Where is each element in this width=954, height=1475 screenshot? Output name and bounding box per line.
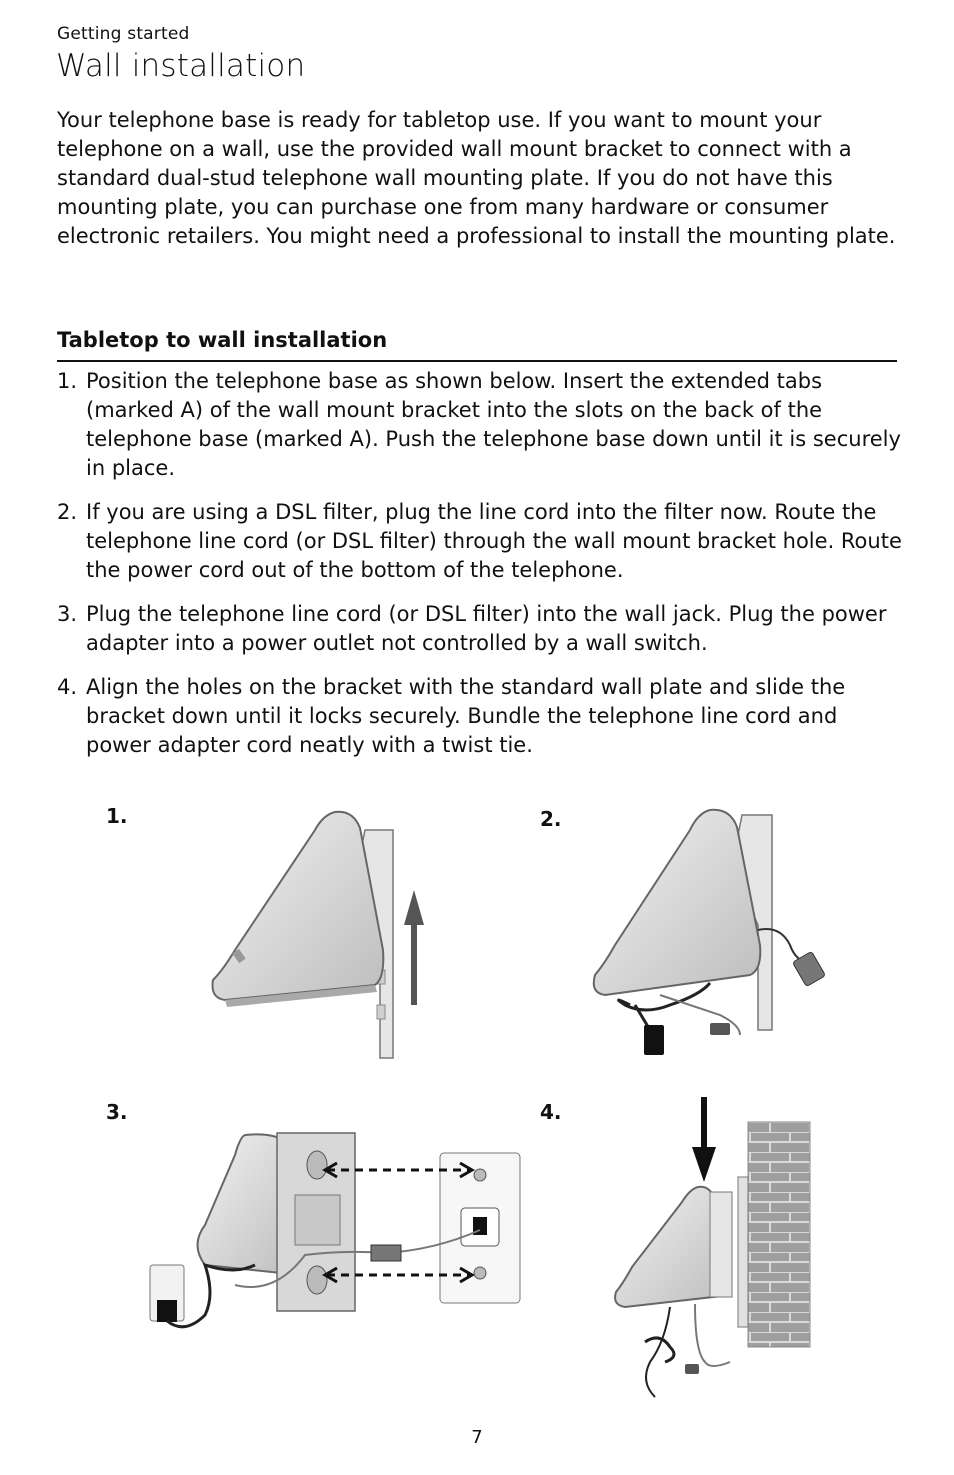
heading-rule xyxy=(57,360,897,362)
section-label: Getting started xyxy=(57,24,190,44)
up-arrow-icon xyxy=(404,890,424,1005)
figure-3-label: 3. xyxy=(106,1100,128,1124)
telephone-base-shape xyxy=(213,812,384,1007)
power-outlet xyxy=(150,1265,184,1322)
figure-4-illustration xyxy=(610,1092,815,1402)
page-number: 7 xyxy=(471,1427,483,1448)
step-number: 2. xyxy=(57,500,78,524)
wall-plate-edge xyxy=(738,1177,748,1327)
page-title: Wall installation xyxy=(56,48,306,84)
telephone-base-shape xyxy=(594,810,761,995)
step-item xyxy=(57,600,907,658)
intro-paragraph: Your telephone base is ready for tabletop use. If you want to mount your telephone on a wall, use the provided wall mount bracket to connect with a standard dual-stud telephone wall mounting plate. If you do not have this mounting plate, you can purchase one from many hardware or consumer electronic retailers. You might need a professional to install the mounting plate. xyxy=(57,108,896,248)
bracket-back-shape xyxy=(277,1133,355,1311)
step-number: 4. xyxy=(57,675,78,699)
step-number: 1. xyxy=(57,369,78,393)
figure-2-label: 2. xyxy=(540,807,562,831)
figure-2-illustration xyxy=(590,805,835,1060)
figure-1-illustration xyxy=(195,800,435,1065)
down-arrow-icon xyxy=(692,1097,716,1182)
step-item xyxy=(57,498,907,585)
figure-4-label: 4. xyxy=(540,1100,562,1124)
step-text: Plug the telephone line cord (or DSL filter) into the wall jack. Plug the power adapter into a power outlet not controlled by a wall switch. xyxy=(86,602,887,655)
step-text: Position the telephone base as shown below. Insert the extended tabs (marked A) of the wall mount bracket into the slots on the back of the telephone base (marked A). Push the telephone base down until it is securely in place. xyxy=(86,369,901,480)
wall-jack-plate xyxy=(440,1153,520,1303)
telephone-base-shape xyxy=(615,1187,732,1307)
steps-list xyxy=(57,367,907,775)
step-text: Align the holes on the bracket with the standard wall plate and slide the bracket down until it locks securely. Bundle the telephone line cord and power adapter cord neatly with a twist tie. xyxy=(86,675,846,757)
figure-1-label: 1. xyxy=(106,804,128,828)
cords xyxy=(645,1304,730,1397)
figure-3-illustration xyxy=(145,1125,525,1340)
step-text: If you are using a DSL filter, plug the line cord into the filter now. Route the telephone line cord (or DSL filter) through the wall mount bracket hole. Route the power cord out of the bottom of the telephone. xyxy=(86,500,902,582)
power-adapter-shape xyxy=(644,1025,664,1055)
step-item xyxy=(57,673,907,760)
step-number: 3. xyxy=(57,602,78,626)
subsection-heading: Tabletop to wall installation xyxy=(57,328,388,352)
twist-tie-shape xyxy=(685,1364,699,1374)
brick-wall xyxy=(748,1122,810,1347)
dsl-filter-shape xyxy=(371,1245,401,1261)
line-connector-shape xyxy=(710,1023,730,1035)
step-item xyxy=(57,367,907,483)
